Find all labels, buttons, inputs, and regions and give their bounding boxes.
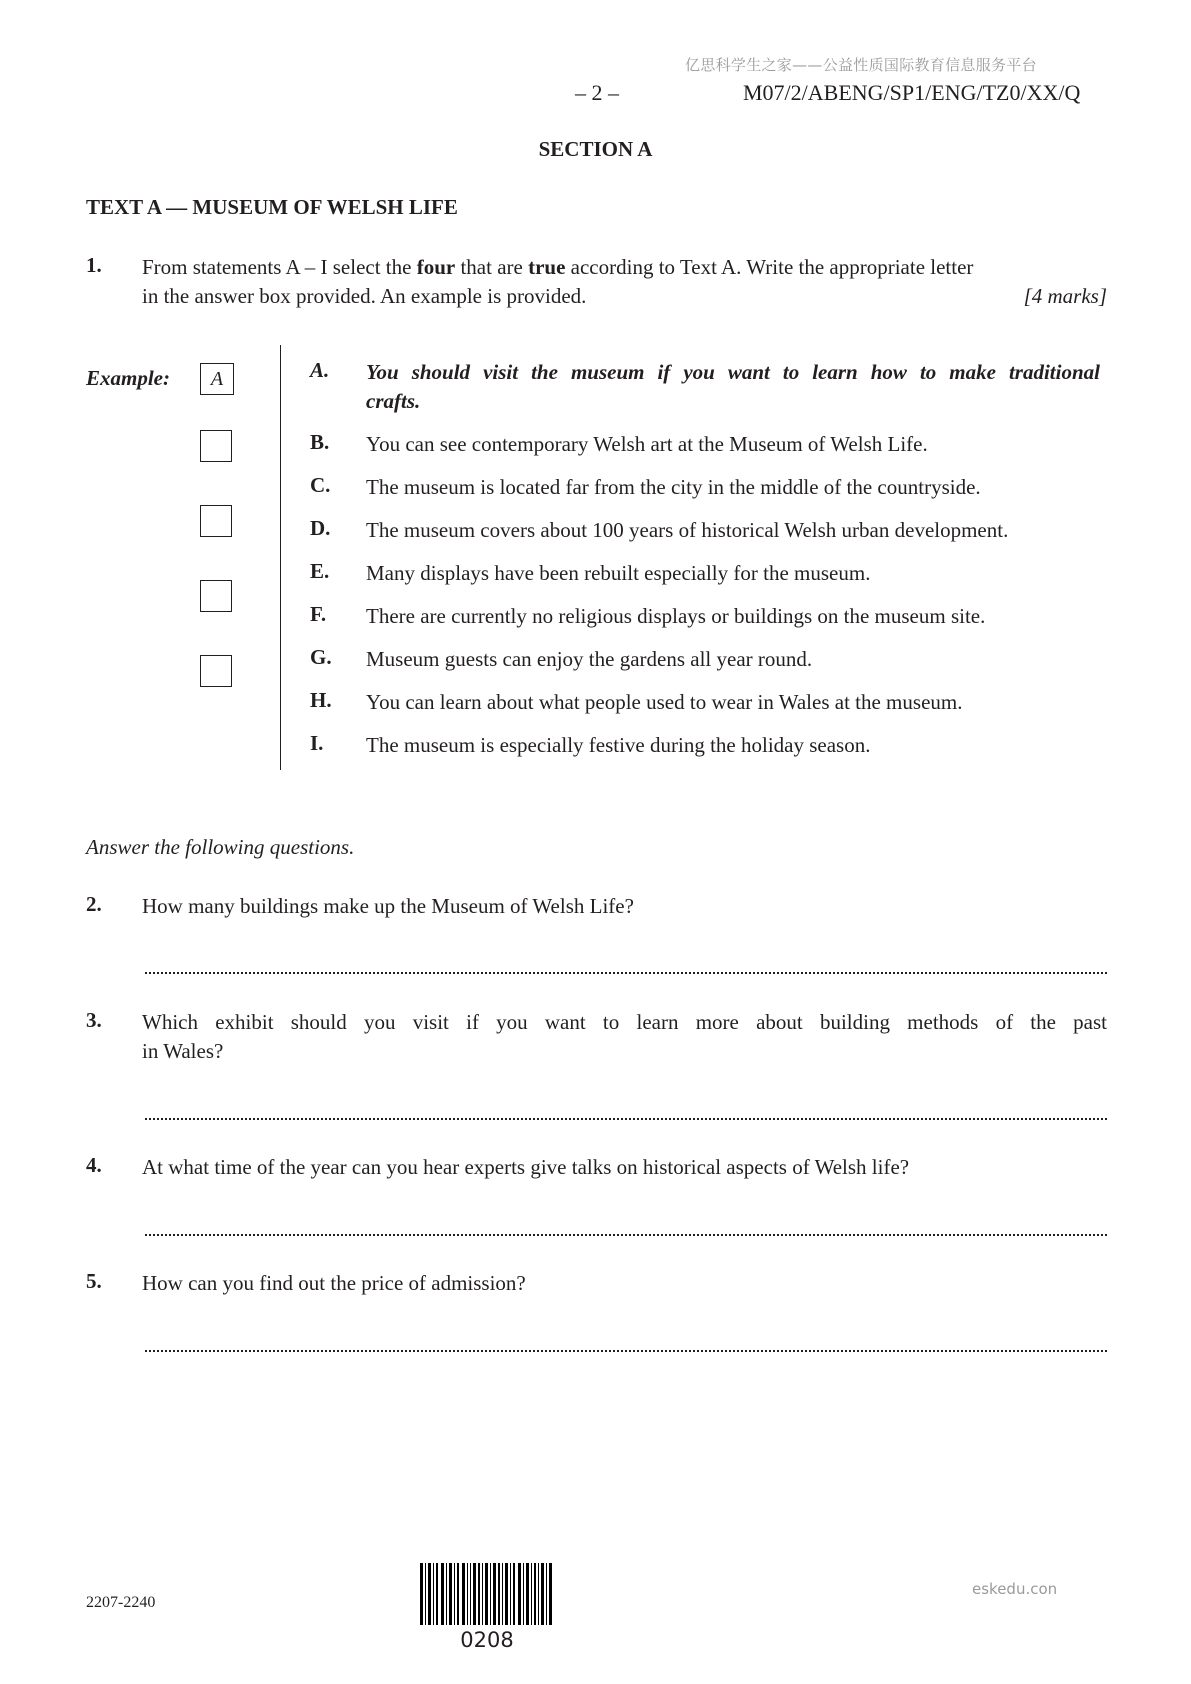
paper-code: M07/2/ABENG/SP1/ENG/TZ0/XX/Q <box>743 80 1081 105</box>
barcode <box>420 1563 554 1625</box>
statement-text-h: You can learn about what people used to wear in Wales at the museum. <box>366 690 963 714</box>
vertical-divider <box>280 345 281 770</box>
statement-letter-i: I. <box>310 731 324 755</box>
section-title: SECTION A <box>538 137 653 161</box>
footer-watermark: eskedu.con <box>972 1580 1058 1598</box>
statement-text-e: Many displays have been rebuilt especially for the museum. <box>366 561 871 585</box>
statement-text-c: The museum is located far from the city in the middle of the countryside. <box>366 475 981 499</box>
statement-letter-b: B. <box>310 430 330 454</box>
question-5-number: 5. <box>86 1269 102 1293</box>
question-4-text: At what time of the year can you hear experts give talks on historical aspects of Welsh life? <box>142 1155 910 1179</box>
header-watermark: 亿思科学生之家——公益性质国际教育信息服务平台 <box>685 56 1037 74</box>
answer-line-4[interactable] <box>145 1216 1107 1236</box>
question-5-text: How can you find out the price of admission? <box>142 1271 526 1295</box>
question-3-number: 3. <box>86 1008 102 1032</box>
example-label: Example: <box>86 366 170 390</box>
answer-line-3[interactable] <box>145 1100 1107 1120</box>
barcode-number: 0208 <box>460 1628 514 1652</box>
statement-text-a: You should visit the museum if you want to learn how to make traditional crafts. <box>366 360 1100 413</box>
question-4-number: 4. <box>86 1153 102 1177</box>
instructions: Answer the following questions. <box>86 835 355 859</box>
statement-text-i: The museum is especially festive during the holiday season. <box>366 733 871 757</box>
statement-text-f: There are currently no religious displays or buildings on the museum site. <box>366 604 986 628</box>
answer-box-2[interactable] <box>200 505 232 537</box>
example-answer-box: A <box>200 363 234 395</box>
question-2-number: 2. <box>86 892 102 916</box>
statement-letter-f: F. <box>310 602 327 626</box>
text-title: TEXT A — MUSEUM OF WELSH LIFE <box>86 195 458 219</box>
question-1-number: 1. <box>86 253 102 277</box>
answer-box-4[interactable] <box>200 655 232 687</box>
question-1-line1: From statements A – I select the four that are true according to Text A. Write the appropriate letter <box>142 255 974 279</box>
statement-letter-a: A. <box>310 358 330 382</box>
question-3-text: Which exhibit should you visit if you want to learn more about building methods of the past in Wales? <box>142 1010 1107 1063</box>
page-number: – 2 – <box>575 80 619 105</box>
question-1-line2: in the answer box provided. An example is provided. [4 marks] <box>142 282 1107 311</box>
answer-box-3[interactable] <box>200 580 232 612</box>
question-1-text <box>142 253 1107 311</box>
answer-line-2[interactable] <box>145 954 1107 974</box>
answer-box-1[interactable] <box>200 430 232 462</box>
statement-letter-d: D. <box>310 516 331 540</box>
statement-letter-h: H. <box>310 688 332 712</box>
marks-label: [4 marks] <box>1023 284 1107 308</box>
question-2-text: How many buildings make up the Museum of Welsh Life? <box>142 894 634 918</box>
statement-text-d: The museum covers about 100 years of historical Welsh urban development. <box>366 518 1009 542</box>
statement-letter-e: E. <box>310 559 330 583</box>
answer-line-5[interactable] <box>145 1332 1107 1352</box>
statement-text-b: You can see contemporary Welsh art at the Museum of Welsh Life. <box>366 432 928 456</box>
statement-text-g: Museum guests can enjoy the gardens all year round. <box>366 647 813 671</box>
footer-code: 2207-2240 <box>86 1594 156 1611</box>
statement-letter-g: G. <box>310 645 332 669</box>
statement-letter-c: C. <box>310 473 331 497</box>
